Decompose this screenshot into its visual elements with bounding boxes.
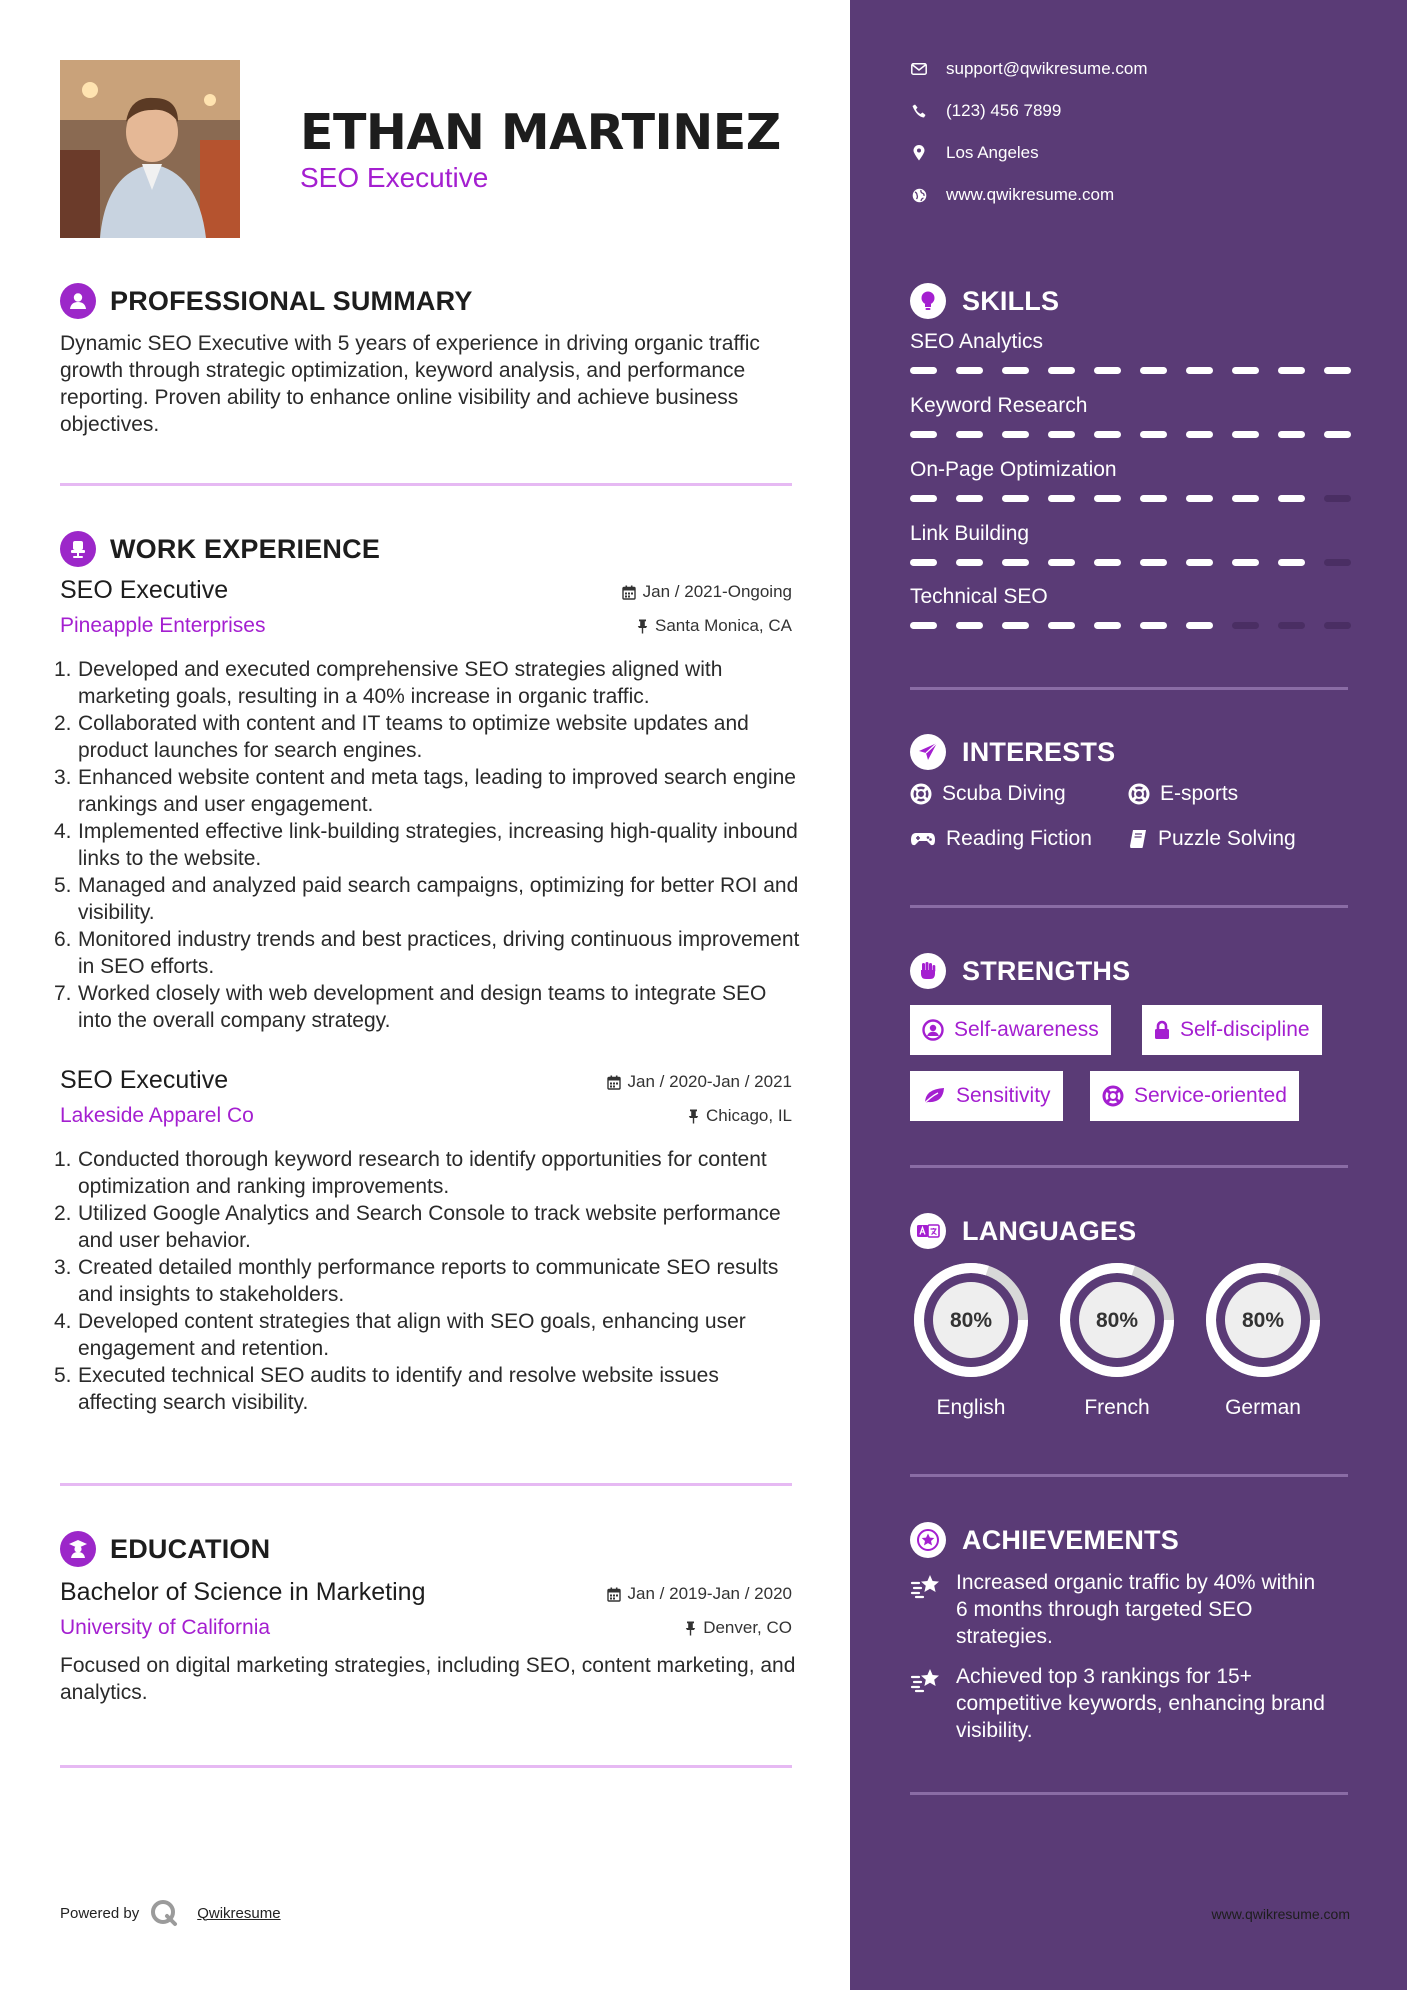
skill-segment-filled: [1002, 431, 1029, 438]
translate-icon: [910, 1213, 946, 1249]
skill-segment-filled: [1140, 431, 1167, 438]
candidate-name: ETHAN MARTINEZ: [300, 104, 781, 161]
skill-segment-filled: [1094, 367, 1121, 374]
skill-segment-filled: [1232, 367, 1259, 374]
strength-tag: [1142, 1005, 1322, 1055]
skill-segment-filled: [956, 559, 983, 566]
lock-icon: [1154, 1020, 1170, 1040]
qwikresume-logo-icon: [149, 1898, 179, 1928]
language-name: German: [1225, 1396, 1301, 1419]
skill-segment-filled: [1048, 495, 1075, 502]
list-item: 5. Managed and analyzed paid search campaigns, optimizing for better ROI and visibility.: [54, 874, 799, 924]
calendar-icon: [607, 1587, 621, 1602]
language-name: English: [936, 1396, 1006, 1419]
skill-segment-filled: [910, 367, 937, 374]
user-circle-icon: [922, 1019, 944, 1041]
skill-segment-filled: [956, 622, 983, 629]
languages-header: [910, 1213, 1136, 1249]
strength-label: Service-oriented: [1134, 1084, 1287, 1107]
divider: [60, 1765, 792, 1768]
skill-segment-filled: [1094, 431, 1121, 438]
list-item: 1. Conducted thorough keyword research to identify opportunities for content optimization and ranking improvements.: [54, 1148, 767, 1198]
interest-label: Puzzle Solving: [1158, 827, 1296, 850]
interest-item: [910, 782, 1066, 806]
skill-segment-filled: [1140, 367, 1167, 374]
achievement-item: [910, 1569, 1330, 1650]
language-percent: 80%: [949, 1309, 993, 1332]
language-progress-ring: [1202, 1259, 1324, 1381]
skill-segment-filled: [1186, 622, 1213, 629]
skill-segment-filled: [1140, 622, 1167, 629]
languages-title: LANGUAGES: [962, 1215, 1137, 1246]
skill-name: Link Building: [910, 522, 1030, 545]
strengths-title: STRENGTHS: [962, 955, 1131, 986]
skill-level-bar: [910, 622, 1351, 629]
divider: [910, 905, 1348, 908]
skill-segment-empty: [1324, 495, 1351, 502]
skill-segment-filled: [1232, 495, 1259, 502]
contact-email[interactable]: [910, 59, 1148, 79]
skill-row: [910, 330, 1350, 378]
language-item: [910, 1259, 1032, 1420]
footer-website[interactable]: www.qwikresume.com: [1211, 1906, 1350, 1922]
skill-segment-filled: [1186, 431, 1213, 438]
job-date: [622, 582, 792, 602]
skill-segment-filled: [1140, 495, 1167, 502]
list-item: 1. Developed and executed comprehensive SEO strategies aligned with marketing goals, resulting in a 40% increase in organic traffic.: [54, 658, 723, 708]
envelope-icon: [910, 60, 928, 78]
achievements-header: [910, 1522, 1179, 1558]
list-item: 5. Executed technical SEO audits to identify and resolve website issues affecting search visibility.: [54, 1364, 719, 1414]
achievements-title: ACHIEVEMENTS: [962, 1524, 1179, 1555]
education-text: Focused on digital marketing strategies, including SEO, content marketing, and analytics.: [60, 1654, 796, 1704]
footer-powered-by: [60, 1898, 281, 1928]
interest-item: [1128, 782, 1238, 806]
skill-segment-filled: [1232, 559, 1259, 566]
work-title: WORK EXPERIENCE: [110, 533, 381, 564]
powered-by-label: Powered by: [60, 1904, 140, 1922]
job-entry: [54, 576, 800, 1036]
job-location: [688, 1106, 792, 1126]
contact-website[interactable]: [910, 185, 1114, 205]
skill-segment-filled: [1140, 559, 1167, 566]
skill-level-bar: [910, 431, 1351, 438]
skill-segment-filled: [1186, 495, 1213, 502]
skill-segment-filled: [1048, 431, 1075, 438]
shooting-star-icon: [910, 1569, 944, 1650]
skill-segment-filled: [956, 431, 983, 438]
job-location-text: Santa Monica, CA: [654, 616, 792, 635]
interest-label: Reading Fiction: [946, 827, 1092, 850]
education-entry: [60, 1578, 796, 1718]
lightbulb-icon: [910, 283, 946, 319]
skill-segment-filled: [1278, 431, 1305, 438]
sidebar: [850, 0, 1407, 1990]
skill-segment-filled: [1278, 559, 1305, 566]
education-date-text: Jan / 2019-Jan / 2020: [627, 1584, 792, 1603]
contact-phone[interactable]: [910, 101, 1061, 121]
job-location-text: Chicago, IL: [706, 1106, 792, 1125]
shooting-star-icon: [910, 1663, 944, 1744]
list-item: 7. Worked closely with web development and design teams to integrate SEO into the overall company strategy.: [54, 982, 767, 1032]
list-item: 3. Enhanced website content and meta tags, leading to improved search engine rankings and user engagement.: [54, 766, 796, 816]
job-title: SEO Executive: [60, 1066, 229, 1094]
skill-segment-filled: [1002, 622, 1029, 629]
divider: [910, 1474, 1348, 1477]
skill-row: [910, 394, 1350, 442]
skill-segment-empty: [1324, 559, 1351, 566]
skill-segment-filled: [910, 622, 937, 629]
map-marker-icon: [910, 144, 928, 162]
interests-header: [910, 734, 1115, 770]
skill-segment-filled: [1094, 559, 1121, 566]
divider: [910, 1792, 1348, 1795]
list-item: 3. Created detailed monthly performance reports to communicate SEO results and insights to stakeholders.: [54, 1256, 779, 1306]
skill-name: Technical SEO: [910, 585, 1048, 608]
job-date: [607, 1072, 792, 1092]
profile-photo: [60, 60, 240, 238]
list-item: 6. Monitored industry trends and best practices, driving continuous improvement in SEO efforts.: [54, 928, 800, 978]
skill-segment-filled: [1002, 495, 1029, 502]
skill-segment-filled: [956, 367, 983, 374]
phone-icon: [910, 102, 928, 120]
lifebuoy-icon: [1102, 1085, 1124, 1107]
skill-name: SEO Analytics: [910, 330, 1044, 353]
education-title: EDUCATION: [110, 1533, 271, 1564]
list-item: 2. Utilized Google Analytics and Search Console to track website performance and user behavior.: [54, 1202, 781, 1252]
star-badge-icon: [910, 1522, 946, 1558]
job-entry: [54, 1066, 792, 1426]
education-location-text: Denver, CO: [703, 1618, 792, 1637]
skill-name: On-Page Optimization: [910, 458, 1117, 481]
work-header: [60, 531, 380, 567]
graduate-icon: [60, 1531, 96, 1567]
gamepad-icon: [910, 830, 936, 848]
achievement-text: Increased organic traffic by 40% within 6 months through targeted SEO strategies.: [956, 1571, 1316, 1648]
job-company: Lakeside Apparel Co: [60, 1104, 254, 1127]
job-responsibilities: [54, 1146, 800, 1416]
pin-icon: [685, 1621, 696, 1636]
skill-name: Keyword Research: [910, 394, 1088, 417]
email-text: support@qwikresume.com: [946, 59, 1148, 78]
skill-segment-filled: [1094, 622, 1121, 629]
skill-level-bar: [910, 367, 1351, 374]
skill-segment-filled: [910, 559, 937, 566]
lifebuoy-icon: [1128, 783, 1150, 805]
education-header: [60, 1531, 270, 1567]
language-progress-ring: [910, 1259, 1032, 1381]
raised-fist-icon: [910, 953, 946, 989]
globe-icon: [910, 186, 928, 204]
education-location: [685, 1618, 792, 1638]
divider: [60, 483, 792, 486]
education-date: [607, 1584, 792, 1604]
list-item: 4. Implemented effective link-building strategies, increasing high-quality inbound links to the website.: [54, 820, 798, 870]
interest-label: E-sports: [1160, 782, 1239, 805]
summary-text: Dynamic SEO Executive with 5 years of experience in driving organic traffic growth through strategic optimization, keyword analysis, and performance reporting. Proven ability to enhance online visibility and achieve business objectives.: [60, 332, 760, 436]
phone-text: (123) 456 7899: [946, 101, 1062, 120]
skill-segment-filled: [1002, 559, 1029, 566]
interest-label: Scuba Diving: [942, 782, 1066, 805]
achievement-text: Achieved top 3 rankings for 15+ competitive keywords, enhancing brand visibility.: [956, 1665, 1325, 1742]
calendar-icon: [607, 1075, 621, 1090]
website-text: www.qwikresume.com: [946, 185, 1115, 204]
skill-segment-filled: [910, 431, 937, 438]
language-percent: 80%: [1095, 1309, 1139, 1332]
skill-segment-filled: [1048, 622, 1075, 629]
skills-title: SKILLS: [962, 285, 1060, 316]
job-date-text: Jan / 2020-Jan / 2021: [627, 1072, 792, 1091]
skill-segment-empty: [1232, 622, 1259, 629]
skill-segment-empty: [1278, 622, 1305, 629]
strengths-header: [910, 953, 1130, 989]
pin-icon: [637, 619, 648, 634]
divider: [60, 1483, 792, 1486]
achievement-item: [910, 1663, 1330, 1744]
skill-level-bar: [910, 495, 1351, 502]
skill-segment-filled: [1094, 495, 1121, 502]
skill-segment-filled: [1278, 367, 1305, 374]
skill-segment-filled: [1186, 367, 1213, 374]
book-icon: [1128, 829, 1148, 849]
school-name: University of California: [60, 1616, 271, 1639]
strength-tag: [1090, 1071, 1299, 1121]
skill-row: [910, 585, 1350, 633]
skill-segment-filled: [1186, 559, 1213, 566]
calendar-icon: [622, 585, 636, 600]
candidate-role: SEO Executive: [300, 162, 489, 193]
divider: [910, 687, 1348, 690]
skill-level-bar: [910, 559, 1351, 566]
interests-title: INTERESTS: [962, 736, 1116, 767]
language-name: French: [1084, 1396, 1150, 1419]
lifebuoy-icon: [910, 783, 932, 805]
pin-icon: [688, 1109, 699, 1124]
skill-segment-filled: [1232, 431, 1259, 438]
skill-segment-filled: [1048, 367, 1075, 374]
job-title: SEO Executive: [60, 576, 229, 604]
job-company: Pineapple Enterprises: [60, 614, 266, 637]
interest-item: [1128, 827, 1296, 851]
paper-plane-icon: [910, 734, 946, 770]
skill-segment-empty: [1324, 622, 1351, 629]
summary-header: [60, 283, 473, 319]
office-chair-icon: [60, 531, 96, 567]
language-percent: 80%: [1241, 1309, 1285, 1332]
language-item: [1202, 1259, 1324, 1420]
strength-label: Self-awareness: [954, 1018, 1099, 1041]
leaf-icon: [922, 1086, 946, 1106]
skill-segment-filled: [1324, 367, 1351, 374]
skill-segment-filled: [1278, 495, 1305, 502]
skill-row: [910, 522, 1350, 570]
skill-segment-filled: [1324, 431, 1351, 438]
job-responsibilities: [54, 656, 800, 1034]
interest-item: [910, 827, 1092, 851]
job-location: [637, 616, 792, 636]
skill-segment-filled: [956, 495, 983, 502]
list-item: 4. Developed content strategies that align with SEO goals, enhancing user engagement and retention.: [54, 1310, 746, 1360]
list-item: 2. Collaborated with content and IT teams to optimize website updates and product launches for search engines.: [54, 712, 749, 762]
degree-title: Bachelor of Science in Marketing: [60, 1578, 426, 1606]
strength-tag: [910, 1071, 1063, 1121]
qwikresume-link[interactable]: Qwikresume: [197, 1904, 281, 1922]
contact-location: [910, 143, 1039, 163]
skill-segment-filled: [1002, 367, 1029, 374]
skills-header: [910, 283, 1059, 319]
language-progress-ring: [1056, 1259, 1178, 1381]
skill-row: [910, 458, 1350, 506]
job-date-text: Jan / 2021-Ongoing: [642, 582, 792, 601]
summary-title: PROFESSIONAL SUMMARY: [110, 285, 473, 316]
location-text: Los Angeles: [946, 143, 1039, 162]
language-item: [1056, 1259, 1178, 1420]
strength-tag: [910, 1005, 1111, 1055]
skill-segment-filled: [1048, 559, 1075, 566]
user-icon: [60, 283, 96, 319]
skill-segment-filled: [910, 495, 937, 502]
strength-label: Self-discipline: [1180, 1018, 1310, 1041]
strength-label: Sensitivity: [956, 1084, 1051, 1107]
divider: [910, 1165, 1348, 1168]
